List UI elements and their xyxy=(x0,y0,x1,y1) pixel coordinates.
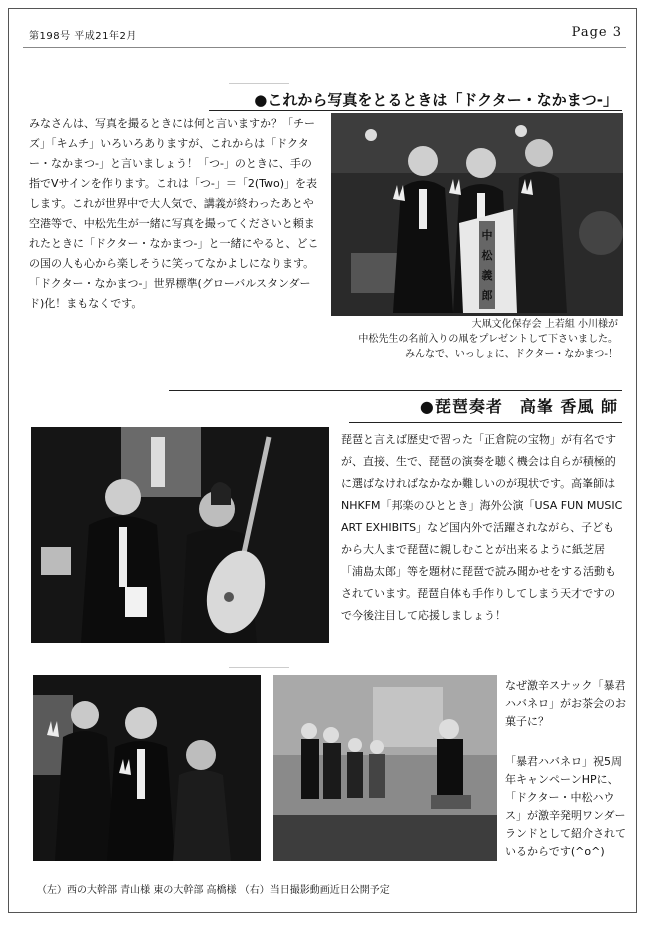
photo-group-right xyxy=(273,675,497,861)
section1-caption xyxy=(318,317,618,362)
section2-top-rule xyxy=(169,390,622,391)
section1-rule xyxy=(209,110,622,111)
svg-text:郎: 郎 xyxy=(481,289,493,302)
svg-text:松: 松 xyxy=(481,249,493,262)
photo-kite-group xyxy=(331,113,623,316)
page-number: Page 3 xyxy=(571,25,622,40)
photo-biwa-drawing xyxy=(31,427,329,643)
section2-rule xyxy=(349,422,622,423)
section1-title: ●これから写真をとるときは「ドクター・なかまつ-」 xyxy=(254,91,618,109)
section2-body: 琵琶と言えば歴史で習った「正倉院の宝物」が有名ですが、直接、生で、琵琶の演奏を聴く機会は自らが積極的に選ばなければなかなか難しいのが現状です。高峯師はNHKFM「邦楽のひととき」海外公演「USA FUN MUSIC ART EXHIBITS」など国内外で活躍されながら、子どもから大人まで琵琶に親しむことが出来るように紙芝居「浦島太郎」等を題材に琵琶で読み聞かせをする活動もされています。琵琶自体も手作りしてしまう天才ですので今後注目して応援しましょう！ xyxy=(341,433,623,622)
svg-text:義: 義 xyxy=(481,269,493,282)
divider xyxy=(229,667,289,668)
section1-body: みなさんは、写真を撮るときには何と言いますか？「チーズ」「キムチ」いろいろありますが、これからは「ドクター・なかまつ-」と言いましょう！「つ-」のときに、手の指でVサインを作ります。これは「つ-」＝「2(Two)」を表します。これが世界中で大人気で、講義が終わったあとや空港等で、中松先生が一緒に写真を撮ってくださいと頼まれたときに「ドクター・なかまつ-」と一緒にやると、どこの国の人も心から楽しそうに笑ってなかよしになります。「ドクター・なかまつ-」世界標準(グローバルスタンダード)化！まもなくです。 xyxy=(29,117,319,310)
divider xyxy=(229,83,289,84)
newsletter-page xyxy=(8,8,637,913)
issue-label: 第198号 平成21年2月 xyxy=(29,31,137,42)
header-rule xyxy=(23,47,626,48)
kite-char-1: 中 xyxy=(481,229,493,242)
photo-biwa-player xyxy=(31,427,329,643)
habanero-answer: 「暴君ハバネロ」祝5周年キャンペーンHPに、「ドクター・中松ハウス」が激辛発明ワンダーランドとして紹介されているからです(^o^) xyxy=(505,755,626,858)
section2-title: ●琵琶奏者 高峯 香風 師 xyxy=(419,397,618,416)
caption-line-1: 大凧文化保存会 上若組 小川様が xyxy=(471,319,618,330)
caption-line-2: 中松先生の名前入りの凧をプレゼントして下さいました。 xyxy=(358,334,618,345)
caption-line-3: みんなで、いっしょに、ドクター・なかまつ-！ xyxy=(404,349,618,360)
photo-kite-group-drawing xyxy=(331,113,623,316)
photo-group-left xyxy=(33,675,261,861)
photo-group-right-drawing xyxy=(273,675,497,861)
photo-group-left-drawing xyxy=(33,675,261,861)
photo-caption-footer: （左）西の大幹部 青山様 東の大幹部 高橋様 （右）当日撮影動画近日公開予定 xyxy=(37,885,390,896)
habanero-question: なぜ激辛スナック「暴君ハバネロ」がお茶会のお菓子に？ xyxy=(505,679,626,728)
